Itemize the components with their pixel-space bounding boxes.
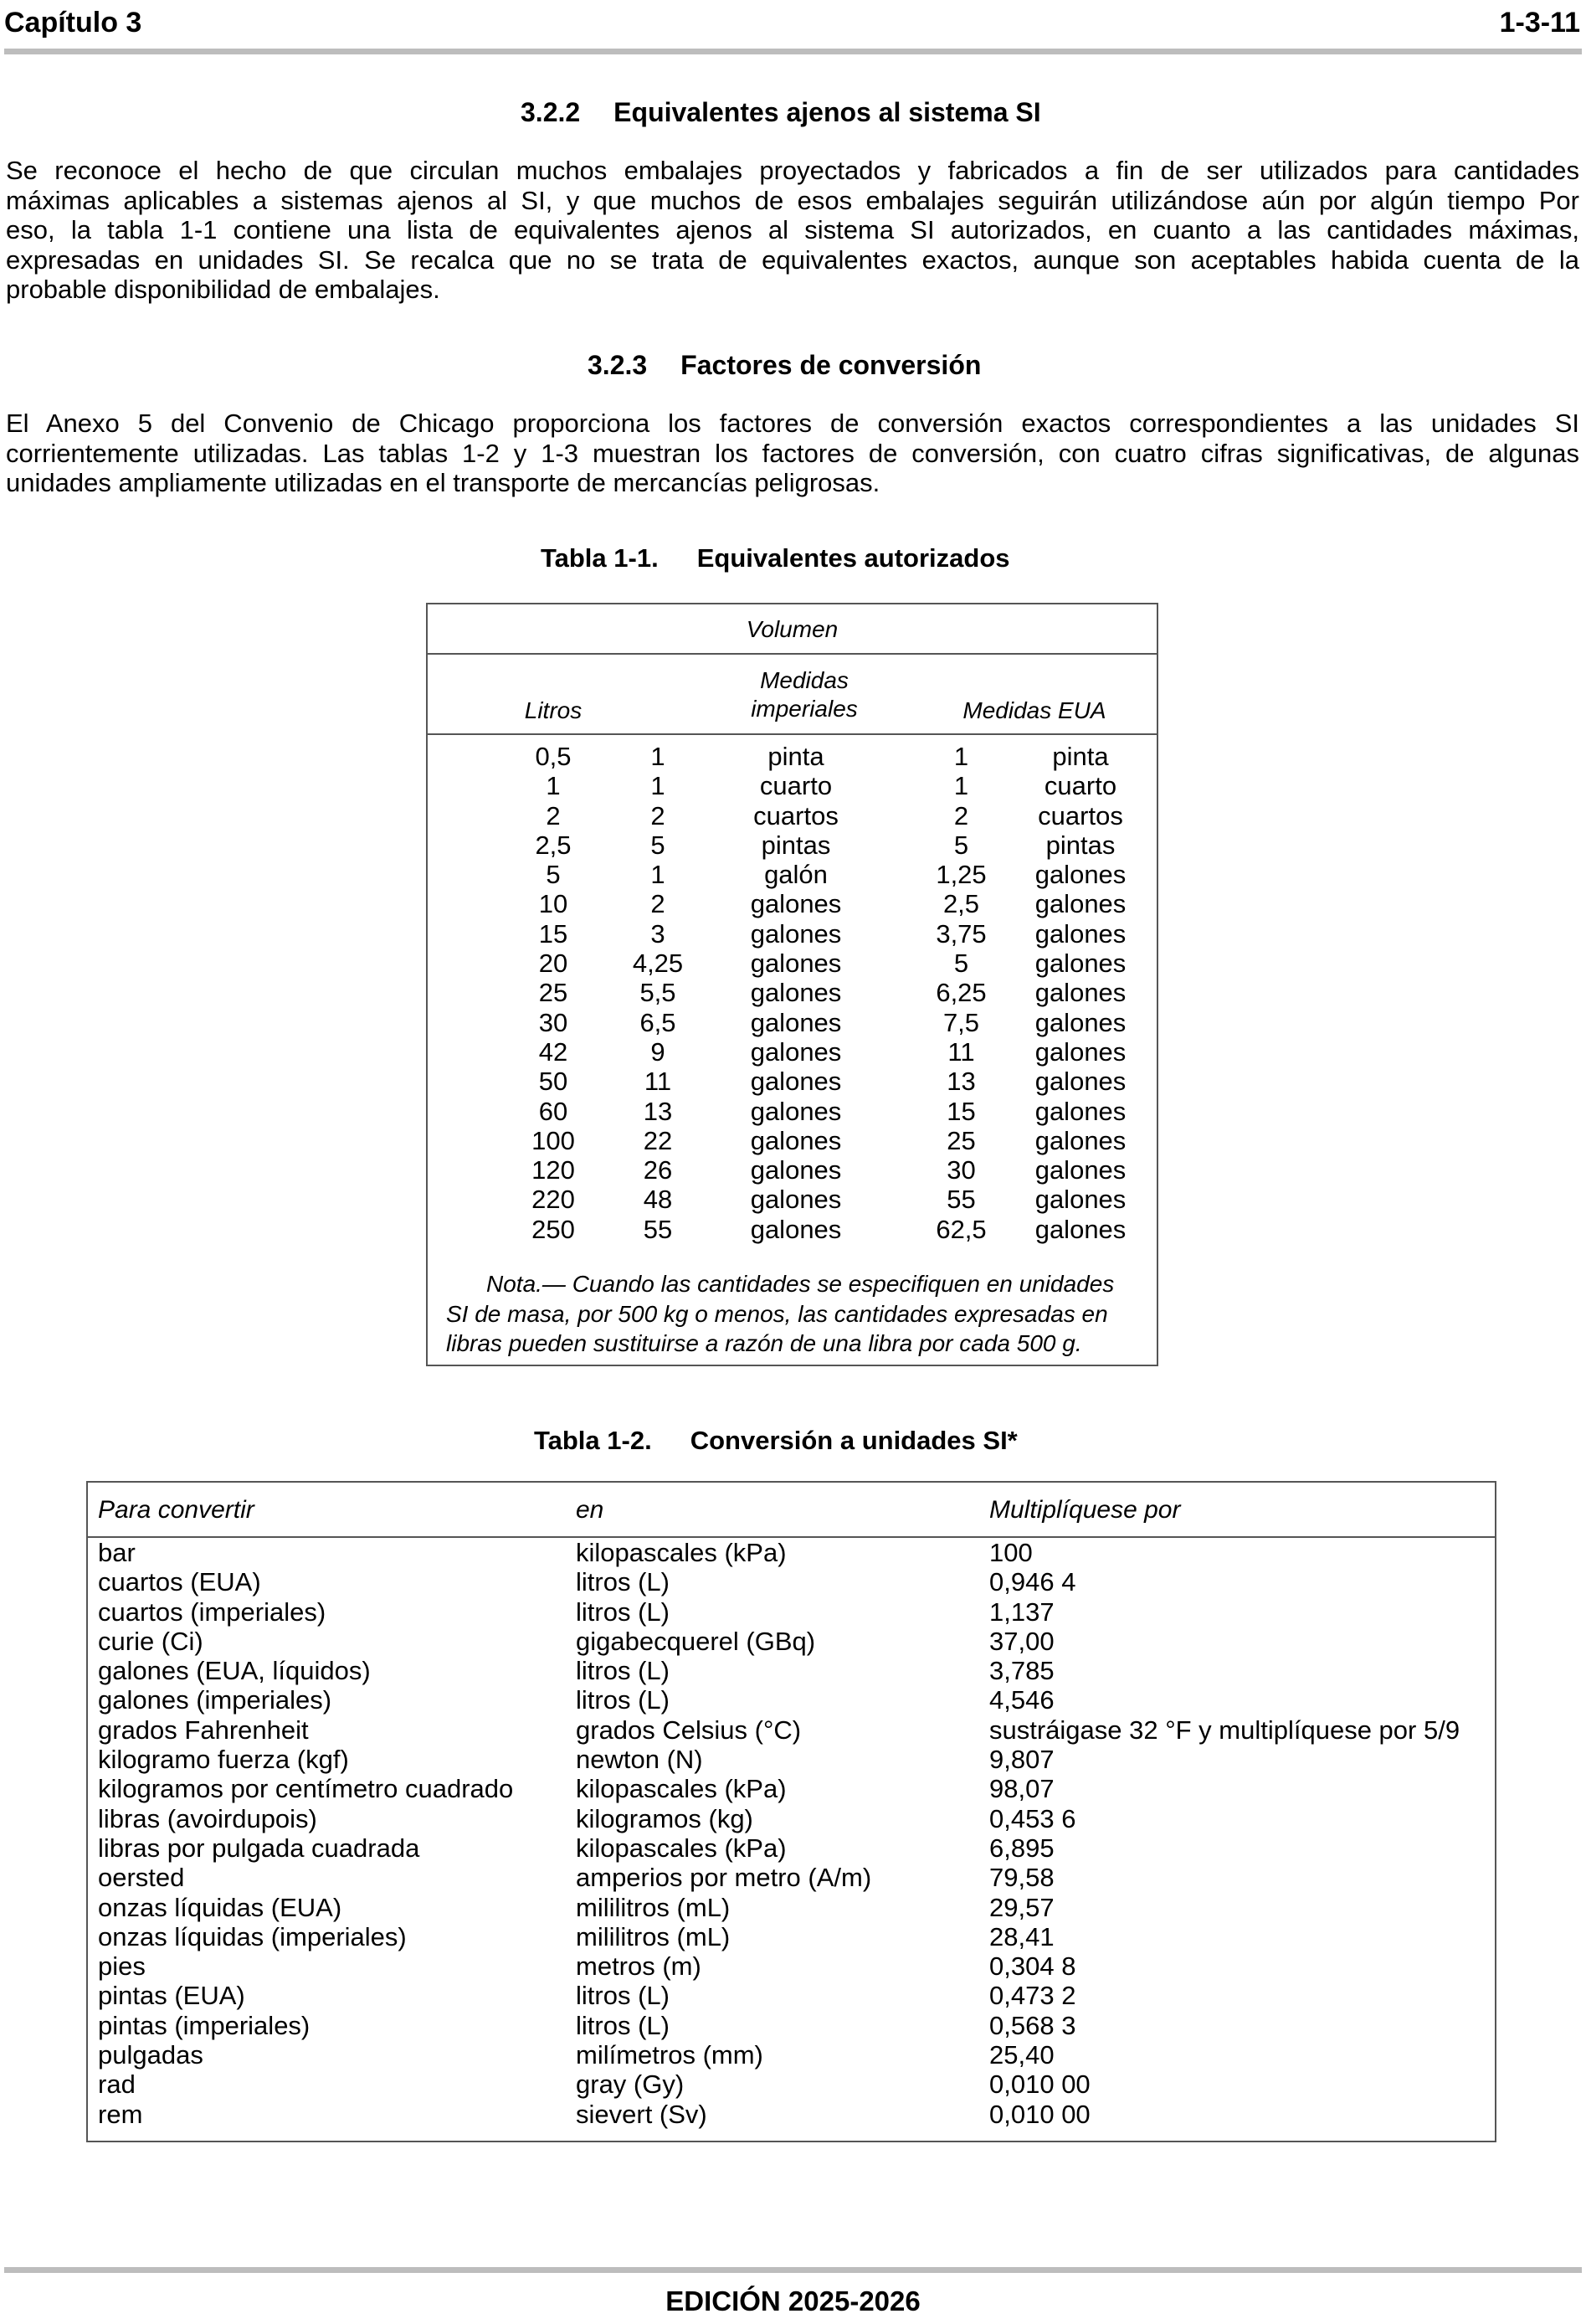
cell-from-unit: pies (98, 1951, 146, 1982)
table-row (88, 1715, 1495, 1745)
cell-usa-unit: galones (1034, 1036, 1127, 1067)
cell-litros: 220 (531, 1185, 575, 1215)
paragraph-line: expresadas en unidades SI. Se recalca que no se trata de equivalentes exactos, aunque son aceptables habida cuenta de la (6, 244, 1579, 275)
table-row (88, 1745, 1495, 1774)
chapter-label: Capítulo 3 (4, 7, 142, 39)
cell-imperial-number: 9 (650, 1036, 665, 1067)
table-body (88, 1538, 1495, 2129)
cell-from-unit: galones (EUA, líquidos) (98, 1656, 371, 1686)
cell-imperial-number: 2 (650, 889, 665, 919)
table-row (88, 1951, 1495, 1981)
cell-from-unit: kilogramos por centímetro cuadrado (98, 1774, 514, 1804)
cell-usa-unit: pinta (1052, 742, 1109, 771)
cell-imperial-unit: pintas (761, 830, 831, 860)
cell-imperial-unit: cuarto (759, 771, 833, 801)
table-row (88, 2100, 1495, 2129)
table-row (428, 771, 1157, 800)
table-row (88, 1567, 1495, 1596)
paragraph-3-2-2 (6, 156, 1579, 305)
col-header-factor: Multiplíquese por (989, 1496, 1181, 1524)
cell-imperial-unit: galones (750, 1185, 842, 1215)
cell-factor: 9,807 (989, 1745, 1055, 1775)
cell-factor: 29,57 (989, 1892, 1055, 1922)
table-title: Equivalentes autorizados (696, 543, 1010, 573)
table-row (88, 1893, 1495, 1922)
cell-from-unit: galones (imperiales) (98, 1685, 332, 1715)
cell-factor: 100 (989, 1538, 1033, 1567)
cell-imperial-unit: galones (750, 1096, 842, 1126)
cell-usa-number: 13 (947, 1067, 976, 1097)
paragraph-line: eso, la tabla 1-1 contiene una lista de equivalentes ajenos al sistema SI autorizados, en cuanto a las cantidades máximas, (6, 215, 1579, 244)
cell-to-unit: gigabecquerel (GBq) (576, 1626, 816, 1656)
cell-to-unit: sievert (Sv) (576, 2099, 707, 2129)
col-header-usa: Medidas EUA (962, 697, 1106, 723)
cell-litros: 2,5 (535, 830, 572, 860)
cell-usa-number: 1,25 (936, 860, 987, 890)
cell-imperial-number: 1 (650, 860, 665, 890)
table-row (428, 889, 1157, 918)
cell-imperial-number: 22 (643, 1125, 673, 1155)
table-title: Conversión a unidades SI* (690, 1426, 1018, 1455)
col-header-litros: Litros (524, 697, 583, 723)
table-row (428, 1097, 1157, 1126)
cell-from-unit: bar (98, 1538, 136, 1567)
cell-to-unit: litros (L) (576, 2010, 670, 2040)
cell-factor: 0,568 3 (989, 2010, 1076, 2040)
section-title: Factores de conversión (680, 350, 982, 380)
cell-from-unit: rad (98, 2069, 136, 2100)
header-rule (4, 49, 1582, 54)
cell-from-unit: rem (98, 2099, 143, 2129)
cell-imperial-unit: galones (750, 1036, 842, 1067)
cell-imperial-number: 1 (650, 742, 665, 771)
col-header-imperial-line1: Medidas (760, 667, 849, 693)
cell-litros: 30 (538, 1007, 568, 1037)
table-row (88, 1804, 1495, 1833)
page-number: 1-3-11 (1499, 7, 1580, 39)
cell-to-unit: grados Celsius (°C) (576, 1715, 802, 1745)
cell-usa-unit: galones (1034, 918, 1127, 949)
cell-usa-unit: galones (1034, 1067, 1127, 1097)
cell-usa-unit: galones (1034, 978, 1127, 1008)
cell-imperial-number: 2 (650, 800, 665, 830)
table-row (428, 860, 1157, 889)
table-row (88, 2040, 1495, 2069)
table-row (88, 1627, 1495, 1656)
note-line: libras pueden sustituirse a razón de una libra por cada 500 g. (446, 1330, 1082, 1356)
cell-factor: 0,946 4 (989, 1567, 1076, 1597)
section-title: Equivalentes ajenos al sistema SI (613, 97, 1041, 127)
cell-imperial-unit: galones (750, 1007, 842, 1037)
cell-factor: 25,40 (989, 2040, 1055, 2070)
cell-litros: 25 (538, 978, 568, 1008)
cell-usa-number: 25 (947, 1125, 976, 1155)
cell-imperial-unit: galones (750, 918, 842, 949)
cell-usa-number: 5 (953, 830, 969, 860)
table-row (88, 1774, 1495, 1803)
table-row (428, 1037, 1157, 1067)
cell-usa-number: 30 (947, 1155, 976, 1185)
cell-litros: 50 (538, 1067, 568, 1097)
cell-from-unit: pintas (EUA) (98, 1981, 245, 2011)
cell-usa-number: 55 (947, 1185, 976, 1215)
table-row (88, 1981, 1495, 2010)
volume-header: Volumen (428, 604, 1157, 655)
cell-imperial-number: 55 (643, 1214, 673, 1244)
table-row (88, 1833, 1495, 1863)
cell-from-unit: libras por pulgada cuadrada (98, 1833, 420, 1863)
cell-to-unit: litros (L) (576, 1596, 670, 1627)
table-row (88, 1538, 1495, 1567)
table-row (428, 1126, 1157, 1155)
cell-litros: 10 (538, 889, 568, 919)
cell-usa-number: 15 (947, 1096, 976, 1126)
cell-usa-number: 1 (953, 771, 969, 801)
table-row (88, 2069, 1495, 2099)
cell-from-unit: grados Fahrenheit (98, 1715, 309, 1745)
table-row (88, 1656, 1495, 1685)
paragraph-line: probable disponibilidad de embalajes. (6, 275, 440, 304)
cell-imperial-unit: cuartos (753, 800, 839, 830)
cell-to-unit: litros (L) (576, 1656, 670, 1686)
paragraph-line: El Anexo 5 del Convenio de Chicago proporciona los factores de conversión exactos correspondientes a las unidades SI (6, 409, 1579, 438)
cell-usa-number: 6,25 (936, 978, 987, 1008)
cell-usa-number: 5 (953, 949, 969, 979)
table-1-1 (426, 603, 1158, 1366)
table-1-2 (86, 1481, 1496, 2142)
cell-to-unit: litros (L) (576, 1981, 670, 2011)
section-number: 3.2.3 (588, 350, 648, 380)
cell-usa-number: 62,5 (936, 1214, 987, 1244)
cell-litros: 60 (538, 1096, 568, 1126)
cell-litros: 0,5 (535, 742, 572, 771)
table-row (428, 1155, 1157, 1185)
cell-factor: 79,58 (989, 1863, 1055, 1893)
table-1-1-caption (541, 543, 1010, 573)
cell-imperial-number: 13 (643, 1096, 673, 1126)
cell-usa-unit: galones (1034, 1096, 1127, 1126)
footer-rule (4, 2267, 1582, 2273)
cell-imperial-number: 11 (644, 1067, 672, 1097)
cell-usa-number: 2,5 (942, 889, 980, 919)
cell-imperial-unit: pinta (767, 742, 824, 771)
table-row (428, 1067, 1157, 1096)
cell-to-unit: kilogramos (kg) (576, 1803, 753, 1833)
cell-from-unit: cuartos (imperiales) (98, 1596, 326, 1627)
cell-litros: 250 (531, 1214, 575, 1244)
cell-imperial-unit: galones (750, 1155, 842, 1185)
cell-litros: 5 (546, 860, 561, 890)
table-row (88, 1597, 1495, 1627)
cell-usa-unit: galones (1034, 1214, 1127, 1244)
cell-from-unit: oersted (98, 1863, 185, 1893)
table-row (428, 1215, 1157, 1244)
paragraph-line: Se reconoce el hecho de que circulan muchos embalajes proyectados y fabricados a fin de ser utilizados para cantidades (6, 156, 1579, 185)
cell-usa-number: 3,75 (936, 918, 987, 949)
table-header-row (88, 1483, 1495, 1538)
table-row (428, 919, 1157, 949)
section-heading-3-2-2 (521, 97, 1041, 128)
paragraph-line: unidades ampliamente utilizadas en el transporte de mercancías peligrosas. (6, 468, 880, 497)
page-header (4, 7, 1580, 40)
cell-factor: sustráigase 32 °F y multiplíquese por 5/9 (989, 1715, 1460, 1745)
cell-to-unit: kilopascales (kPa) (576, 1774, 787, 1804)
table-row (88, 2011, 1495, 2040)
cell-to-unit: litros (L) (576, 1685, 670, 1715)
cell-litros: 2 (546, 800, 561, 830)
cell-imperial-number: 26 (643, 1155, 673, 1185)
table-row (428, 830, 1157, 860)
cell-usa-unit: galones (1034, 860, 1127, 890)
cell-imperial-unit: galones (750, 1214, 842, 1244)
cell-to-unit: milímetros (mm) (576, 2040, 763, 2070)
cell-usa-number: 11 (947, 1036, 975, 1067)
cell-usa-number: 1 (953, 742, 969, 771)
cell-litros: 20 (538, 949, 568, 979)
cell-imperial-unit: galones (750, 978, 842, 1008)
cell-imperial-number: 48 (643, 1185, 673, 1215)
cell-from-unit: onzas líquidas (EUA) (98, 1892, 342, 1922)
cell-to-unit: amperios por metro (A/m) (576, 1863, 872, 1893)
cell-litros: 120 (531, 1155, 575, 1185)
note-line: SI de masa, por 500 kg o menos, las cantidades expresadas en (446, 1300, 1108, 1327)
cell-to-unit: kilopascales (kPa) (576, 1833, 787, 1863)
cell-imperial-number: 6,5 (639, 1007, 676, 1037)
cell-imperial-unit: galones (750, 1067, 842, 1097)
cell-usa-number: 2 (953, 800, 969, 830)
table-row (428, 949, 1157, 978)
cell-imperial-number: 5 (650, 830, 665, 860)
cell-factor: 0,010 00 (989, 2099, 1091, 2129)
cell-litros: 1 (546, 771, 561, 801)
cell-factor: 6,895 (989, 1833, 1055, 1863)
cell-usa-unit: galones (1034, 1125, 1127, 1155)
cell-usa-unit: galones (1034, 1155, 1127, 1185)
cell-imperial-unit: galones (750, 1125, 842, 1155)
cell-factor: 4,546 (989, 1685, 1055, 1715)
table-body (428, 742, 1157, 1244)
cell-usa-unit: galones (1034, 1007, 1127, 1037)
cell-imperial-number: 4,25 (632, 949, 684, 979)
table-header-row (428, 655, 1157, 735)
cell-factor: 0,010 00 (989, 2069, 1091, 2100)
edition-footer: EDICIÓN 2025-2026 (665, 2285, 921, 2316)
cell-imperial-unit: galón (764, 860, 828, 890)
table-row (428, 1185, 1157, 1214)
note-line: Nota.— Cuando las cantidades se especifiquen en unidades (486, 1271, 1115, 1297)
cell-usa-unit: cuartos (1038, 800, 1123, 830)
cell-to-unit: newton (N) (576, 1745, 703, 1775)
cell-factor: 98,07 (989, 1774, 1055, 1804)
table-note (446, 1269, 1141, 1359)
cell-from-unit: curie (Ci) (98, 1626, 203, 1656)
cell-factor: 3,785 (989, 1656, 1055, 1686)
cell-from-unit: pintas (imperiales) (98, 2010, 311, 2040)
cell-to-unit: mililitros (mL) (576, 1892, 731, 1922)
cell-usa-unit: cuarto (1044, 771, 1117, 801)
cell-from-unit: kilogramo fuerza (kgf) (98, 1745, 349, 1775)
paragraph-line: corrientemente utilizadas. Las tablas 1-2 y 1-3 muestran los factores de conversión, con cuatro cifras significativas, de algunas (6, 438, 1579, 468)
section-number: 3.2.2 (521, 97, 581, 127)
col-header-from: Para convertir (98, 1496, 254, 1524)
cell-usa-unit: galones (1034, 949, 1127, 979)
cell-usa-unit: galones (1034, 1185, 1127, 1215)
cell-imperial-unit: galones (750, 889, 842, 919)
col-header-to: en (576, 1496, 604, 1524)
cell-to-unit: mililitros (mL) (576, 1921, 731, 1951)
cell-usa-number: 7,5 (942, 1007, 980, 1037)
cell-to-unit: metros (m) (576, 1951, 701, 1982)
cell-factor: 0,473 2 (989, 1981, 1076, 2011)
cell-factor: 1,137 (989, 1596, 1055, 1627)
cell-litros: 15 (538, 918, 568, 949)
cell-factor: 0,304 8 (989, 1951, 1076, 1982)
cell-usa-unit: pintas (1045, 830, 1116, 860)
cell-usa-unit: galones (1034, 889, 1127, 919)
cell-imperial-number: 5,5 (639, 978, 676, 1008)
cell-to-unit: litros (L) (576, 1567, 670, 1597)
cell-imperial-unit: galones (750, 949, 842, 979)
cell-factor: 37,00 (989, 1626, 1055, 1656)
table-label: Tabla 1-2. (534, 1426, 652, 1455)
table-row (428, 1008, 1157, 1037)
cell-from-unit: cuartos (EUA) (98, 1567, 261, 1597)
cell-from-unit: onzas líquidas (imperiales) (98, 1921, 407, 1951)
table-row (88, 1863, 1495, 1892)
cell-from-unit: pulgadas (98, 2040, 203, 2070)
cell-imperial-number: 1 (650, 771, 665, 801)
cell-to-unit: gray (Gy) (576, 2069, 685, 2100)
paragraph-3-2-3 (6, 409, 1579, 498)
table-1-2-caption (534, 1426, 1018, 1456)
cell-factor: 0,453 6 (989, 1803, 1076, 1833)
cell-litros: 100 (531, 1125, 575, 1155)
table-row (428, 978, 1157, 1007)
table-row (88, 1922, 1495, 1951)
table-row (88, 1685, 1495, 1715)
section-heading-3-2-3 (588, 350, 981, 381)
paragraph-line: máximas aplicables a sistemas ajenos al SI, y que muchos de esos embalajes seguirán utilizándose aún por algún tiempo Por (6, 185, 1579, 215)
table-row (428, 801, 1157, 830)
cell-factor: 28,41 (989, 1921, 1055, 1951)
cell-from-unit: libras (avoirdupois) (98, 1803, 317, 1833)
table-row (428, 742, 1157, 771)
cell-imperial-number: 3 (650, 918, 665, 949)
col-header-imperial-line2: imperiales (751, 696, 858, 722)
cell-litros: 42 (538, 1036, 568, 1067)
table-label: Tabla 1-1. (541, 543, 659, 573)
cell-to-unit: kilopascales (kPa) (576, 1538, 787, 1567)
